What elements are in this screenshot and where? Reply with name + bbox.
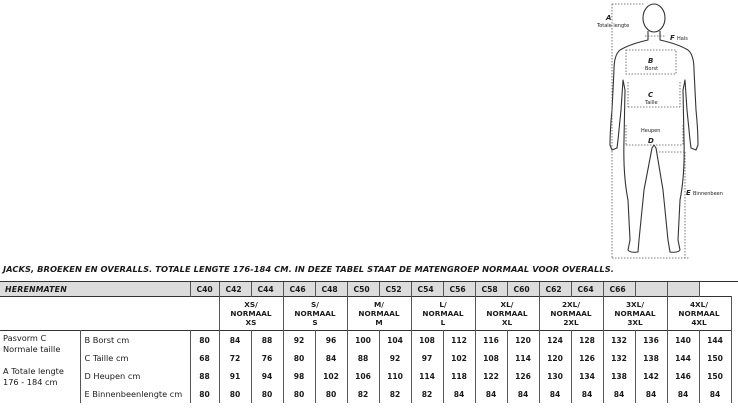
size-value: 146 — [667, 367, 699, 385]
size-group — [283, 297, 347, 331]
size-value: 96 — [315, 331, 347, 350]
size-value: 84 — [507, 385, 539, 403]
size-code: C66 — [603, 282, 635, 297]
size-code: C40 — [190, 282, 219, 297]
size-value: 122 — [475, 367, 507, 385]
size-group-line: NORMAAL — [230, 309, 272, 318]
size-value: 88 — [190, 367, 219, 385]
size-code: C42 — [219, 282, 251, 297]
size-group-line: NORMAAL — [678, 309, 720, 318]
size-value: 134 — [571, 367, 603, 385]
size-value: 84 — [475, 385, 507, 403]
size-value: 84 — [635, 385, 667, 403]
size-value: 80 — [219, 385, 251, 403]
label-a: A — [606, 14, 612, 22]
size-value: 82 — [379, 385, 411, 403]
label-f: F — [670, 34, 675, 42]
measure-row — [0, 385, 731, 403]
size-value: 94 — [251, 367, 283, 385]
size-group-line: S — [312, 318, 318, 327]
size-group-line: NORMAAL — [550, 309, 592, 318]
label-e-desc: Binnenbeen — [693, 191, 723, 197]
size-value: 112 — [443, 331, 475, 350]
size-value: 92 — [283, 331, 315, 350]
size-value: 150 — [699, 367, 731, 385]
size-value: 114 — [411, 367, 443, 385]
size-group-line: 2XL/ — [561, 300, 581, 309]
category-line: A Totale lengte — [3, 366, 64, 376]
row-label: D Heupen cm — [80, 367, 190, 385]
size-value: 92 — [379, 349, 411, 367]
size-value: 97 — [411, 349, 443, 367]
label-d: D — [648, 137, 654, 145]
size-group — [219, 297, 283, 331]
row-label: B Borst cm — [80, 331, 190, 350]
size-value: 144 — [667, 349, 699, 367]
label-a-desc: Totale lengte — [597, 23, 630, 29]
size-value: 80 — [251, 385, 283, 403]
size-group-line: M/ — [374, 300, 384, 309]
row-label: E Binnenbeenlengte cm — [80, 385, 190, 403]
label-c-desc: Taille — [645, 100, 658, 106]
size-value: 80 — [315, 385, 347, 403]
size-code: C56 — [443, 282, 475, 297]
size-code: C44 — [251, 282, 283, 297]
size-code: C58 — [475, 282, 507, 297]
measure-row — [0, 349, 731, 367]
header-row — [0, 282, 731, 297]
size-value: 88 — [251, 331, 283, 350]
size-code: C52 — [379, 282, 411, 297]
label-hips: Heupen — [641, 128, 661, 134]
size-group-line: 3XL — [627, 318, 643, 327]
measure-row — [0, 331, 731, 350]
size-value: 144 — [699, 331, 731, 350]
size-value: 140 — [667, 331, 699, 350]
size-group-line: NORMAAL — [358, 309, 400, 318]
size-group-line: S/ — [311, 300, 319, 309]
table-heading: JACKS, BROEKEN EN OVERALLS. TOTALE LENGTE 176-184 CM. IN DEZE TABEL STAAT DE MATENGROEP NORMAAL VOOR OVERALLS. — [3, 264, 614, 274]
size-group — [667, 297, 731, 331]
size-value: 68 — [190, 349, 219, 367]
size-group-line: 2XL — [563, 318, 579, 327]
size-value: 84 — [315, 349, 347, 367]
size-group-line: L/ — [439, 300, 447, 309]
size-value: 98 — [283, 367, 315, 385]
size-group — [603, 297, 667, 331]
size-group-line: NORMAAL — [294, 309, 336, 318]
body-measurement-figure — [590, 0, 738, 262]
size-value: 100 — [347, 331, 379, 350]
size-value: 130 — [539, 367, 571, 385]
size-value: 76 — [251, 349, 283, 367]
row-label: C Taille cm — [80, 349, 190, 367]
size-value: 84 — [443, 385, 475, 403]
size-code: C48 — [315, 282, 347, 297]
label-b-desc: Borst — [645, 66, 659, 72]
size-group-line: XS — [245, 318, 257, 327]
label-b: B — [648, 57, 654, 65]
size-value: 106 — [347, 367, 379, 385]
figure-head — [643, 4, 665, 32]
size-group-line: 3XL/ — [625, 300, 645, 309]
size-group — [347, 297, 411, 331]
size-value: 138 — [603, 367, 635, 385]
size-group — [411, 297, 475, 331]
size-table — [0, 282, 732, 403]
size-value: 84 — [699, 385, 731, 403]
size-code: C54 — [411, 282, 443, 297]
size-value: 80 — [283, 349, 315, 367]
size-value: 82 — [411, 385, 443, 403]
size-value: 150 — [699, 349, 731, 367]
size-value: 80 — [190, 331, 219, 350]
size-value: 80 — [283, 385, 315, 403]
category-line: 176 - 184 cm — [3, 377, 58, 387]
size-value: 142 — [635, 367, 667, 385]
size-group-line: M — [375, 318, 383, 327]
size-value: 118 — [443, 367, 475, 385]
size-value: 82 — [347, 385, 379, 403]
size-group-line: XL/ — [500, 300, 514, 309]
size-value: 110 — [379, 367, 411, 385]
size-group-line: XS/ — [244, 300, 258, 309]
category-line — [3, 355, 80, 366]
size-group-line: NORMAAL — [614, 309, 656, 318]
category-cell — [0, 331, 80, 404]
size-value: 114 — [507, 349, 539, 367]
category-line: Pasvorm C — [3, 333, 47, 343]
size-code: C50 — [347, 282, 379, 297]
size-value: 136 — [635, 331, 667, 350]
group-row — [0, 297, 731, 331]
size-value: 132 — [603, 349, 635, 367]
size-value: 102 — [443, 349, 475, 367]
size-code: C62 — [539, 282, 571, 297]
size-value: 84 — [667, 385, 699, 403]
size-value: 138 — [635, 349, 667, 367]
table-title: HERENMATEN — [0, 282, 190, 297]
size-value: 84 — [219, 331, 251, 350]
label-f-desc: Hals — [677, 36, 688, 42]
size-value: 88 — [347, 349, 379, 367]
size-group — [475, 297, 539, 331]
size-value: 72 — [219, 349, 251, 367]
size-value: 116 — [475, 331, 507, 350]
size-value: 124 — [539, 331, 571, 350]
size-value: 126 — [507, 367, 539, 385]
size-value: 126 — [571, 349, 603, 367]
size-group-line: NORMAAL — [422, 309, 464, 318]
size-value: 84 — [603, 385, 635, 403]
size-code: C60 — [507, 282, 539, 297]
size-value: 128 — [571, 331, 603, 350]
size-value: 120 — [507, 331, 539, 350]
size-group-line: 4XL — [691, 318, 707, 327]
size-group-line: XL — [501, 318, 513, 327]
size-value: 120 — [539, 349, 571, 367]
size-value: 108 — [411, 331, 443, 350]
size-group-line: NORMAAL — [486, 309, 528, 318]
size-value: 108 — [475, 349, 507, 367]
size-value: 80 — [190, 385, 219, 403]
category-line: Normale taille — [3, 344, 61, 354]
size-value: 91 — [219, 367, 251, 385]
size-value: 132 — [603, 331, 635, 350]
size-group-line: 4XL/ — [689, 300, 709, 309]
size-value: 84 — [539, 385, 571, 403]
size-value: 84 — [571, 385, 603, 403]
label-e: E — [686, 189, 691, 197]
size-value: 104 — [379, 331, 411, 350]
size-group — [539, 297, 603, 331]
size-value: 102 — [315, 367, 347, 385]
size-code: C64 — [571, 282, 603, 297]
measure-row — [0, 367, 731, 385]
size-code: C46 — [283, 282, 315, 297]
size-group-line: L — [440, 318, 446, 327]
label-c: C — [648, 91, 654, 99]
